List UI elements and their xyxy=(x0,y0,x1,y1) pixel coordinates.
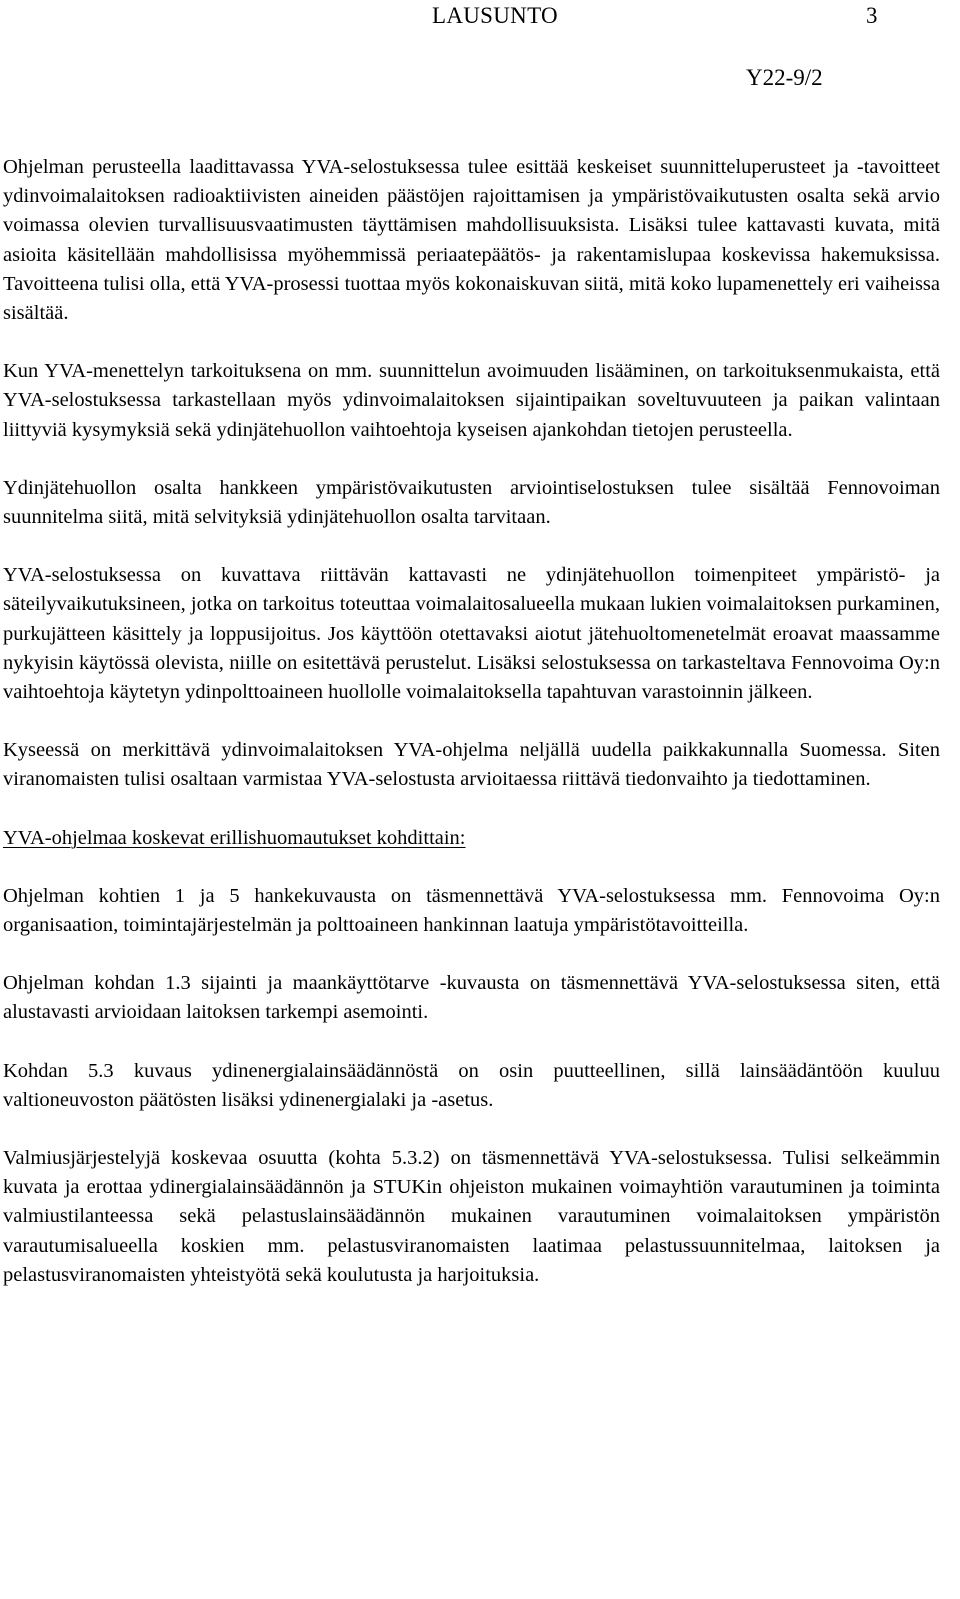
paragraph-waste-management: Ydinjätehuollon osalta hankkeen ympäristövaikutusten arviointiselostuksen tulee sisältää Fennovoiman suunnitelma siitä, mitä selvityksiä ydinjätehuollon osalta tarvitaan. xyxy=(3,476,940,529)
document-reference: Y22-9/2 xyxy=(746,65,823,90)
document-type-label: LAUSUNTO xyxy=(432,3,558,28)
paragraph-legislation: Kohdan 5.3 kuvaus ydinenergialainsäädännöstä on osin puutteellinen, sillä lainsäädäntöön kuuluu valtioneuvoston päätösten lisäksi ydinenergialaki ja -asetus. xyxy=(3,1059,940,1111)
paragraph-assessment-basis: Ohjelman perusteella laadittavassa YVA-selostuksessa tulee esittää keskeiset suunnitteluperusteet ja -tavoitteet ydinvoimalaitoksen radioaktiivisten aineiden päästöjen rajoittamisen ja ympäristövaikutusten osalta sekä arvio voimassa olevien turvallisuusvaatimusten täyttämisen mahdollisuuksista. Lisäksi tulee kattavasti kuvata, mitä asioita käsitellään mahdollisissa myöhemmissä periaatepäätös- ja rakentamislupaa koskevissa hakemuksissa. Tavoitteena tulisi olla, että YVA-prosessi tuottaa myös kokonaiskuvan siitä, mitä koko lupamenettely eri vaiheissa sisältää. xyxy=(3,156,940,325)
paragraph-preparedness: Valmiusjärjestelyjä koskevaa osuutta (kohta 5.3.2) on täsmennettävä YVA-selostuksessa. Tulisi selkeämmin kuvata ja erottaa ydinergialainsäädännön ja STUKin ohjeiston mukainen voimayhtiön varautuminen ja toiminta valmiustilanteessa sekä pelastuslainsäädännön mukainen varautuminen voimalaitoksen ympäristön varautumisalueella koskien mm. pelastusviranomaisten laatimaa pelastussuunnitelmaa, laitoksen ja pelastusviranomaisten yhteistyötä sekä koulutusta ja harjoituksia. xyxy=(3,1147,940,1286)
section-heading: YVA-ohjelmaa koskevat erillishuomautukset kohdittain: xyxy=(3,826,466,849)
page-number: 3 xyxy=(866,3,878,28)
paragraph-site-suitability: Kun YVA-menettelyn tarkoituksena on mm. suunnittelun avoimuuden lisääminen, on tarkoituksenmukaista, että YVA-selostuksessa tarkastellaan myös ydinvoimalaitoksen sijaintipaikan soveltuvuuteen ja paikan valintaan liittyviä kysymyksiä sekä ydinjätehuollon vaihtoehtoja kyseisen ajankohdan tietojen perusteella. xyxy=(3,360,940,441)
paragraph-waste-measures: YVA-selostuksessa on kuvattava riittävän kattavasti ne ydinjätehuollon toimenpiteet ympäristö- ja säteilyvaikutuksineen, jotka on tarkoitus toteuttaa voimalaitosalueella mukaan lukien voimalaitoksen purkaminen, purkujätteen käsittely ja loppusijoitus. Jos käyttöön otettavaksi aiotut jätehuoltomenetelmät eroavat maassamme nykyisin käytössä olevista, niille on esitettävä perustelut. Lisäksi selostuksessa on tarkasteltava Fennovoima Oy:n vaihtoehtoja käytetyn ydinpolttoaineen huollolle voimalaitoksella tapahtuvan varastoinnin jälkeen. xyxy=(3,564,940,704)
page-header xyxy=(0,2,960,92)
document-body xyxy=(3,153,940,1290)
paragraph-location: Ohjelman kohdan 1.3 sijainti ja maankäyttötarve -kuvausta on täsmennettävä YVA-selostuksessa siten, että alustavasti arvioidaan laitoksen tarkempi asemointi. xyxy=(3,972,940,1024)
paragraph-project-description: Ohjelman kohtien 1 ja 5 hankekuvausta on täsmennettävä YVA-selostuksessa mm. Fennovoima Oy:n organisaation, toimintajärjestelmän ja polttoaineen hankinnan laatuja ympäristötavoitteilla. xyxy=(3,884,940,937)
paragraph-information-exchange: Kyseessä on merkittävä ydinvoimalaitoksen YVA-ohjelma neljällä uudella paikkakunnalla Suomessa. Siten viranomaisten tulisi osaltaan varmistaa YVA-selostusta arvioitaessa riittävä tiedonvaihto ja tiedottaminen. xyxy=(3,739,940,791)
